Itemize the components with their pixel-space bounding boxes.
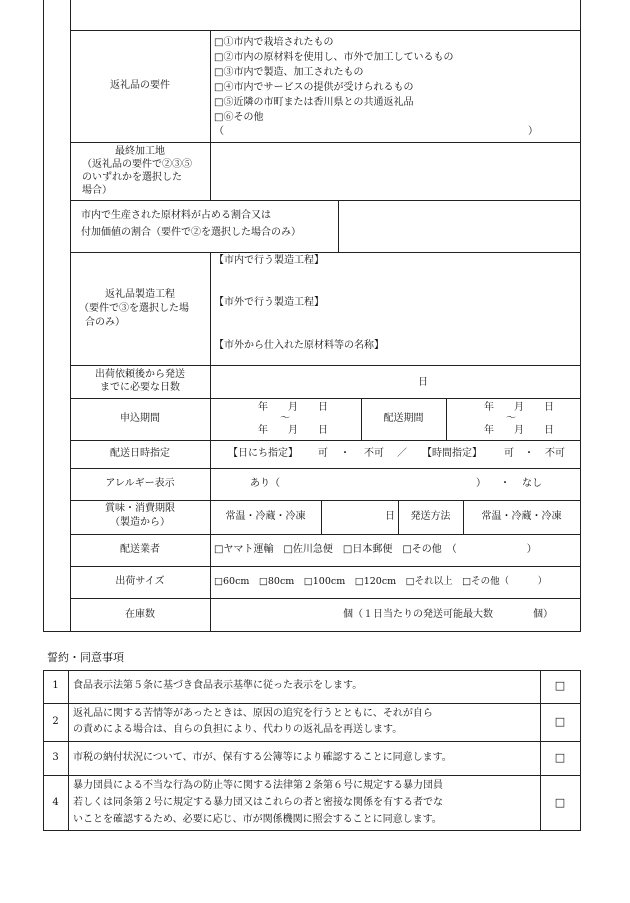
requirement-option-1[interactable]: □①市内で栽培されたもの — [214, 37, 334, 48]
allergy-dot: ・ — [500, 478, 510, 489]
final-processing-label-line: 場合） — [82, 185, 112, 196]
application-tilde: ～ — [280, 413, 290, 424]
manufacturing-materials-label[interactable]: 【市外から仕入れた原材料等の名称】 — [214, 340, 384, 351]
requirement-option-3[interactable]: □③市内で製造、加工されたもの — [214, 67, 364, 78]
ratio-label-line: 市内で生産された原材料が占める割合又は — [81, 210, 271, 221]
day-specify-no[interactable]: 不可 — [364, 448, 384, 459]
shipping-method-label: 発送方法 — [410, 511, 451, 522]
day-specify-label: 【日にち指定】 — [228, 448, 298, 459]
pledge-text: いことを確認するため、必要に応じ、市が関係機関に照会することに同意します。 — [73, 814, 442, 825]
pledge-checkbox[interactable]: □ — [554, 796, 566, 809]
ratio-input[interactable] — [339, 201, 580, 252]
delivery-period-label: 配送期間 — [383, 413, 424, 424]
final-processing-label-line: 最終加工地 — [115, 146, 165, 157]
pledge-text: 返礼品に関する苦情等があったときは、原因の追究を行うとともに、それが自ら — [73, 708, 433, 719]
delivery-end-date[interactable]: 年 月 日 — [484, 425, 554, 436]
requirement-option-4[interactable]: □④市内でサービスの提供が受けられるもの — [214, 82, 414, 93]
stock-text[interactable]: 個（１日当たりの発送可能最大数 個） — [343, 609, 553, 620]
stock-label: 在庫数 — [125, 609, 155, 620]
application-end-date[interactable]: 年 月 日 — [258, 425, 328, 436]
day-specify-dot: ・ — [340, 448, 350, 459]
allergy-yes[interactable]: あり（ — [250, 478, 280, 489]
allergy-close: ） — [476, 478, 486, 489]
pledge-text: の責めによる場合は、自らの負担により、代わりの返礼品を再送します。 — [73, 724, 403, 735]
pledge-checkbox[interactable]: □ — [554, 715, 566, 728]
pledge-text: 市税の納付状況について、市が、保有する公簿等により確認することに同意します。 — [73, 752, 452, 763]
other-paren-close: ） — [528, 126, 538, 137]
shelf-life-label-line: （製造から） — [110, 517, 170, 528]
manufacturing-label-line: 返礼品製造工程 — [105, 289, 175, 300]
pledge-number: 1 — [52, 680, 59, 691]
requirement-option-5[interactable]: □⑤近隣の市町または香川県との共通返礼品 — [214, 97, 414, 108]
ratio-label-line: 付加価値の割合（要件で②を選択した場合のみ） — [81, 227, 301, 238]
pledge-checkbox[interactable]: □ — [554, 679, 566, 692]
time-specify-yes[interactable]: 可 — [504, 448, 514, 459]
requirement-option-6[interactable]: □⑥その他 — [214, 112, 264, 123]
days-label-line: までに必要な日数 — [100, 382, 180, 393]
shelf-life-label-line: 賞味・消費期限 — [105, 503, 175, 514]
shipping-method-temps[interactable]: 常温・冷蔵・冷凍 — [481, 511, 562, 522]
requirements-label: 返礼品の要件 — [110, 80, 170, 91]
delivery-date-label: 配送日時指定 — [110, 448, 170, 459]
time-specify-dot: ・ — [524, 448, 534, 459]
final-processing-input[interactable] — [211, 143, 580, 200]
application-period-label: 申込期間 — [120, 413, 160, 424]
pledge-text: 暴力団員による不当な行為の防止等に関する法律第２条第６号に規定する暴力団員 — [73, 780, 443, 791]
pledge-text: 食品表示法第５条に基づき食品表示基準に従った表示をします。 — [73, 680, 363, 691]
days-label-line: 出荷依頼後から発送 — [95, 369, 185, 380]
carrier-options[interactable]: □ヤマト運輸 □佐川急便 □日本郵便 □その他 （ ） — [214, 544, 537, 555]
carrier-label: 配送業者 — [120, 544, 160, 555]
size-label: 出荷サイズ — [115, 576, 165, 587]
allergy-label: アレルギー表示 — [105, 478, 175, 489]
delivery-start-date[interactable]: 年 月 日 — [484, 402, 554, 413]
time-specify-label: 【時間指定】 — [422, 448, 482, 459]
manufacturing-label-line: 合のみ） — [85, 317, 125, 328]
day-specify-yes[interactable]: 可 — [318, 448, 328, 459]
size-options[interactable]: □60cm □80cm □100cm □120cm □それ以上 □その他（ ） — [214, 576, 548, 587]
manufacturing-inside-label[interactable]: 【市内で行う製造工程】 — [214, 255, 324, 266]
final-processing-label-line: のいずれかを選択した — [82, 172, 182, 183]
delivery-date-slash: ／ — [397, 448, 407, 459]
days-unit[interactable]: 日 — [418, 377, 428, 388]
pledge-checkbox[interactable]: □ — [554, 751, 566, 764]
shelf-life-unit[interactable]: 日 — [385, 511, 395, 522]
manufacturing-label-line: （要件で③を選択した場 — [79, 303, 189, 314]
manufacturing-outside-label[interactable]: 【市外で行う製造工程】 — [214, 297, 324, 308]
delivery-tilde: ～ — [506, 413, 516, 424]
allergy-none[interactable]: なし — [522, 478, 542, 489]
other-paren-open: （ — [214, 126, 224, 137]
shelf-life-temps[interactable]: 常温・冷蔵・冷凍 — [225, 511, 306, 522]
application-start-date[interactable]: 年 月 日 — [258, 402, 328, 413]
time-specify-no[interactable]: 不可 — [545, 448, 565, 459]
pledge-number: 2 — [52, 716, 59, 727]
pledge-number: 3 — [52, 752, 59, 763]
requirement-option-2[interactable]: □②市内の原材料を使用し、市外で加工しているもの — [214, 52, 454, 63]
pledge-title: 誓約・同意事項 — [47, 651, 124, 664]
pledge-text: 若しくは同条第２号に規定する暴力団又はこれらの者と密接な関係を有する者でな — [73, 797, 443, 808]
final-processing-label-line: （返礼品の要件で②③⑤ — [82, 159, 192, 170]
pledge-number: 4 — [52, 797, 59, 808]
